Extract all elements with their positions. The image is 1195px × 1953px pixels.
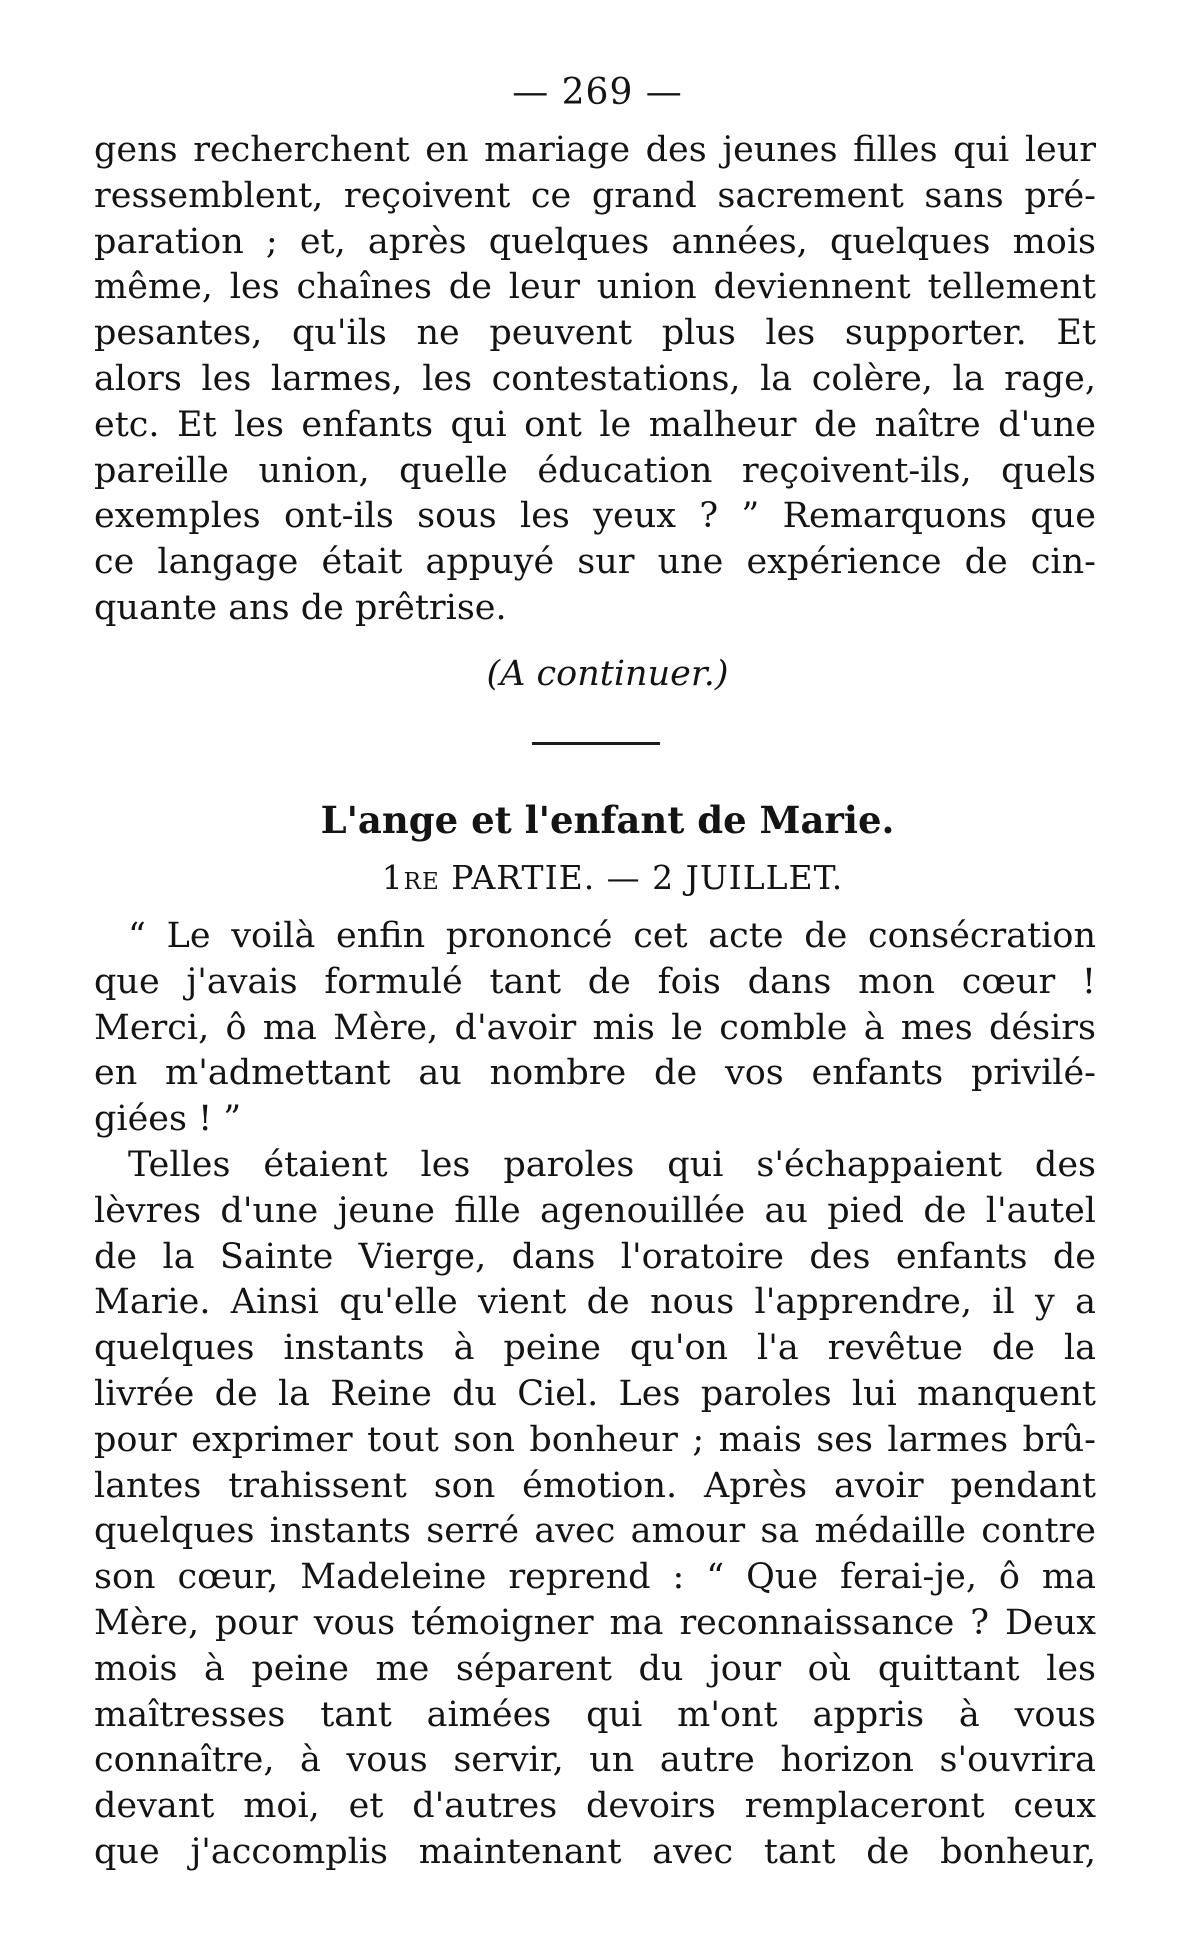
text-line: gens recherchent en mariage des jeunes filles qui leur: [94, 130, 1096, 170]
paragraph-quote: [94, 914, 1096, 1143]
text-line: pour exprimer tout son bonheur ; mais ses larmes brû-: [94, 1419, 1096, 1460]
section-title: L'ange et l'enfant de Marie.: [320, 798, 895, 842]
text-line: exemples ont-ils sous les yeux ? ” Remarquons que: [94, 496, 1096, 537]
text-line: maîtresses tant aimées qui m'ont appris à vous: [94, 1694, 1096, 1735]
text-line: quante ans de prêtrise.: [94, 587, 507, 628]
text-line: que j'avais formulé tant de fois dans mon cœur !: [94, 961, 1096, 1002]
text-line: de la Sainte Vierge, dans l'oratoire des enfants de: [94, 1236, 1096, 1277]
page-number: — 269 —: [512, 72, 683, 113]
text-line: etc. Et les enfants qui ont le malheur de naître d'une: [94, 404, 1096, 445]
text-line: en m'admettant au nombre de vos enfants privilé-: [94, 1053, 1096, 1094]
text-line: lèvres d'une jeune fille agenouillée au pied de l'autel: [94, 1190, 1096, 1231]
text-line: que j'accomplis maintenant avec tant de bonheur,: [94, 1831, 1096, 1872]
text-line: pesantes, qu'ils ne peuvent plus les supporter. Et: [94, 313, 1096, 354]
paragraph-narrative: [94, 1143, 1096, 1876]
text-line: pareille union, quelle éducation reçoivent-ils, quels: [94, 450, 1096, 491]
section-subtitle: 1re PARTIE. — 2 JUILLET.: [381, 858, 844, 897]
text-line: Mère, pour vous témoigner ma reconnaissance ? Deux: [94, 1602, 1096, 1643]
text-line: Merci, ô ma Mère, d'avoir mis le comble à mes désirs: [94, 1007, 1096, 1048]
text-line: ce langage était appuyé sur une expérience de cin-: [94, 542, 1096, 583]
section-divider: [532, 742, 660, 745]
text-line: alors les larmes, les contestations, la colère, la rage,: [94, 358, 1096, 399]
text-line: quelques instants serré avec amour sa médaille contre: [94, 1511, 1096, 1552]
text-line: Marie. Ainsi qu'elle vient de nous l'apprendre, il y a: [94, 1282, 1096, 1323]
paragraph-continuation: [94, 128, 1096, 632]
text-line: lantes trahissent son émotion. Après avoir pendant: [94, 1465, 1096, 1506]
text-line: “ Le voilà enfin prononcé cet acte de consécration: [128, 916, 1096, 956]
text-line: quelques instants à peine qu'on l'a revêtue de la: [94, 1328, 1096, 1369]
text-line: devant moi, et d'autres devoirs remplaceront ceux: [94, 1786, 1096, 1827]
text-line: mois à peine me séparent du jour où quittant les: [94, 1648, 1096, 1689]
text-line: son cœur, Madeleine reprend : “ Que ferai-je, ô ma: [94, 1557, 1096, 1598]
text-line: paration ; et, après quelques années, quelques mois: [94, 221, 1096, 262]
to-be-continued-note: (A continuer.): [486, 654, 729, 694]
text-line: livrée de la Reine du Ciel. Les paroles lui manquent: [94, 1373, 1096, 1414]
text-line: connaître, à vous servir, un autre horizon s'ouvrira: [94, 1740, 1096, 1781]
text-line: giées ! ”: [94, 1099, 242, 1140]
text-line: ressemblent, reçoivent ce grand sacrement sans pré-: [94, 175, 1096, 216]
text-line: Telles étaient les paroles qui s'échappaient des: [128, 1145, 1096, 1185]
text-line: même, les chaînes de leur union deviennent tellement: [94, 267, 1096, 308]
